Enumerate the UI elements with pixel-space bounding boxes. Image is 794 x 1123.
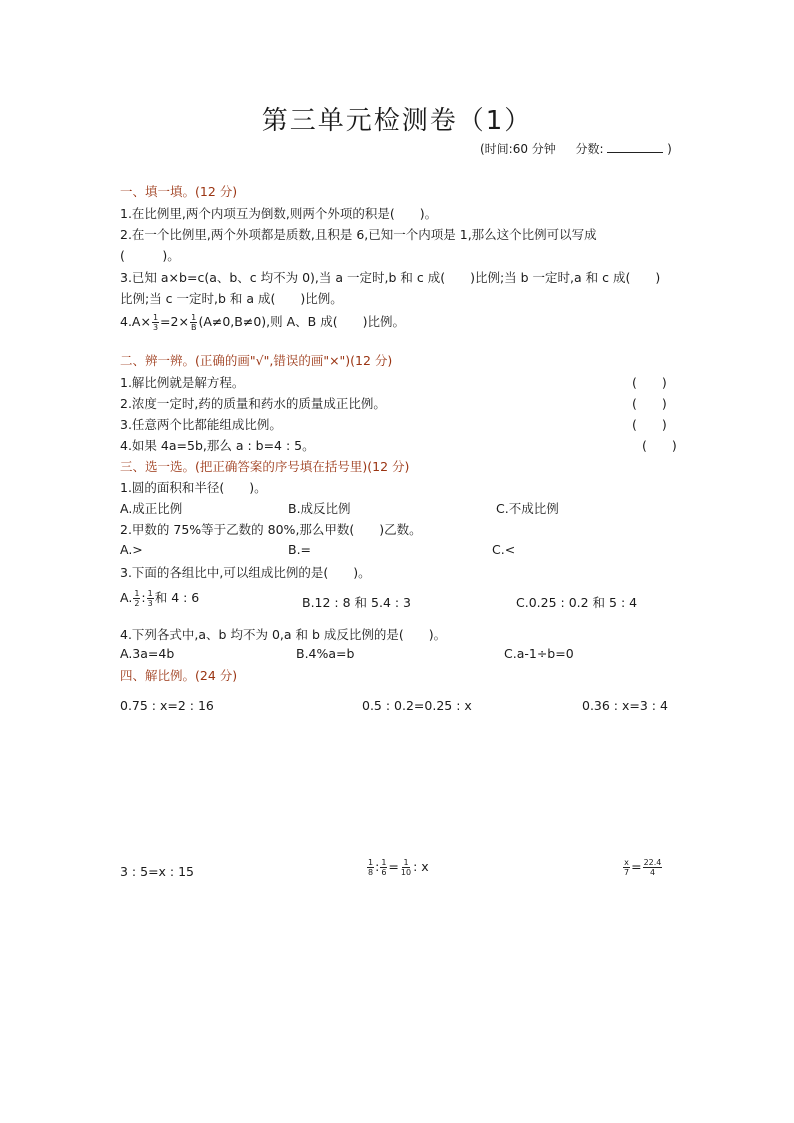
section-judge-title: 二、辨一辨。(正确的画"√",错误的画"×")(12 分) [120, 353, 393, 368]
option-c[interactable]: C.a-1÷b=0 [504, 646, 574, 661]
option-b[interactable]: B.成反比例 [288, 501, 351, 516]
fraction: $\frac{x}{7}$ [624, 858, 630, 877]
fraction: $\frac{1}{B}$ [190, 313, 197, 332]
equation: 3 : 5=x : 15 [120, 864, 194, 879]
score-blank[interactable] [607, 142, 663, 153]
answer-paren[interactable]: ( ) [632, 375, 667, 390]
meta-close: ) [667, 142, 672, 156]
choose-q3: 3.下面的各组比中,可以组成比例的是( )。 [120, 565, 371, 580]
fill-q4: 4.A× $\frac{1}{3}$ =2× $\frac{1}{B}$ (A≠0,B≠0),则 A、B 成( )比例。 [120, 313, 405, 332]
answer-paren[interactable]: ( ) [632, 417, 667, 432]
judge-item: 3.任意两个比都能组成比例。 [120, 417, 282, 432]
fill-q2-line1: 2.在一个比例里,两个外项都是质数,且积是 6,已知一个内项是 1,那么这个比例可以写成 [120, 227, 597, 242]
fraction: $\frac{1}{2}$ [134, 589, 140, 608]
equation: $\frac{x}{7}$ = $\frac{22.4}{4}$ [624, 858, 662, 877]
fill-q2-line2: ( )。 [120, 248, 180, 263]
option-a[interactable]: A. $\frac{1}{2}$ : $\frac{1}{3}$ 和 4 : 6 [120, 589, 200, 608]
choose-q2: 2.甲数的 75%等于乙数的 80%,那么甲数( )乙数。 [120, 522, 422, 537]
equation: 0.75 : x=2 : 16 [120, 698, 214, 713]
judge-item: 4.如果 4a=5b,那么 a : b=4 : 5。 [120, 438, 315, 453]
section-solve-title: 四、解比例。(24 分) [120, 668, 238, 683]
fraction: $\frac{1}{3}$ [147, 589, 153, 608]
option-c[interactable]: C.0.25 : 0.2 和 5 : 4 [516, 595, 638, 610]
option-a[interactable]: A.3a=4b [120, 646, 175, 661]
judge-item: 1.解比例就是解方程。 [120, 375, 245, 390]
fraction: $\frac{22.4}{4}$ [643, 858, 662, 877]
option-b[interactable]: B.= [288, 542, 312, 557]
page-title: 第三单元检测卷（1） [261, 106, 533, 136]
equation: $\frac{1}{8}$ : $\frac{1}{6}$ = $\frac{1}{10}$ : x [368, 858, 429, 877]
option-a[interactable]: A.成正比例 [120, 501, 183, 516]
fraction: $\frac{1}{10}$ [400, 858, 412, 877]
equation: 0.5 : 0.2=0.25 : x [362, 698, 472, 713]
option-c[interactable]: C.不成比例 [496, 501, 559, 516]
section-fill-title: 一、填一填。(12 分) [120, 184, 238, 199]
fill-q3-line2: 比例;当 c 一定时,b 和 a 成( )比例。 [120, 291, 343, 306]
score-label: 分数: [575, 142, 604, 156]
choose-q1: 1.圆的面积和半径( )。 [120, 480, 267, 495]
fill-q1: 1.在比例里,两个内项互为倒数,则两个外项的积是( )。 [120, 206, 438, 221]
judge-item: 2.浓度一定时,药的质量和药水的质量成正比例。 [120, 396, 386, 411]
option-b[interactable]: B.12 : 8 和 5.4 : 3 [302, 595, 412, 610]
option-b[interactable]: B.4%a=b [296, 646, 355, 661]
option-c[interactable]: C.< [492, 542, 516, 557]
exam-meta [480, 140, 672, 157]
fraction: $\frac{1}{8}$ [368, 858, 374, 877]
time-label: (时间:60 分钟 [480, 142, 556, 156]
section-choose-title: 三、选一选。(把正确答案的序号填在括号里)(12 分) [120, 459, 410, 474]
fill-q3-line1: 3.已知 a×b=c(a、b、c 均不为 0),当 a 一定时,b 和 c 成( )比例;当 b 一定时,a 和 c 成( ) [120, 270, 661, 285]
option-a[interactable]: A.> [120, 542, 143, 557]
answer-paren[interactable]: ( ) [642, 438, 677, 453]
answer-paren[interactable]: ( ) [632, 396, 667, 411]
fraction: $\frac{1}{6}$ [381, 858, 387, 877]
choose-q4: 4.下列各式中,a、b 均不为 0,a 和 b 成反比例的是( )。 [120, 627, 447, 642]
equation: 0.36 : x=3 : 4 [582, 698, 668, 713]
fraction: $\frac{1}{3}$ [152, 313, 159, 332]
